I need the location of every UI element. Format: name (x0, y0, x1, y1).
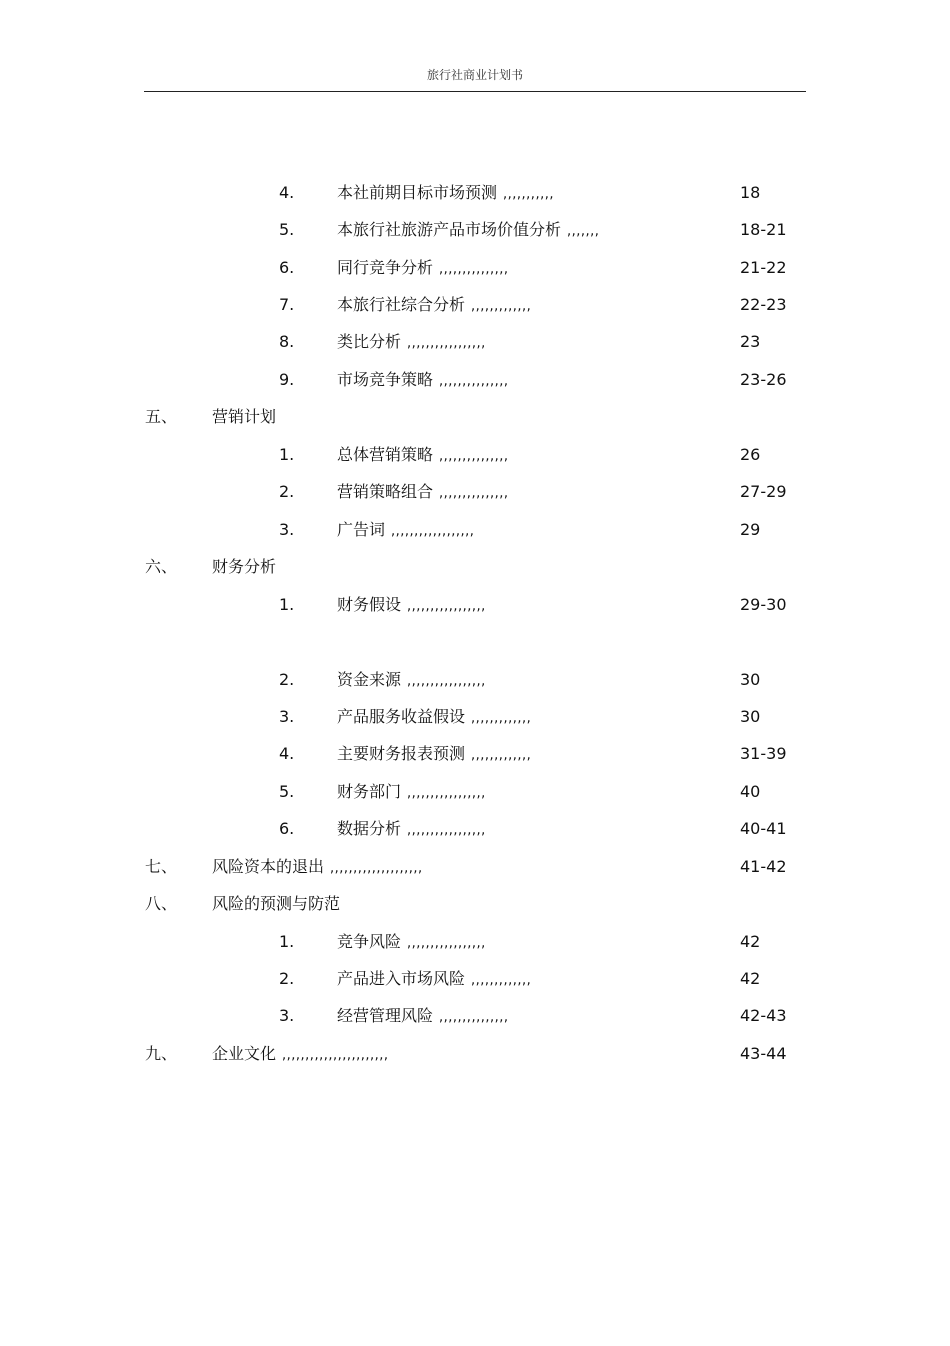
toc-title-text: 经营管理风险 (337, 1006, 434, 1025)
toc-leader: ,,,,,,,,,,,,,,,,,, (391, 524, 475, 539)
page-header-title: 旅行社商业计划书 (426, 68, 523, 82)
toc-leader: ,,,,,,,,,,,,, (471, 748, 532, 763)
toc-page-number: 30 (740, 670, 761, 689)
toc-title-text: 财务部门 (337, 782, 402, 801)
toc-number: 2. (279, 969, 295, 988)
toc-number: 3. (279, 1006, 295, 1025)
toc-title-text: 本旅行社综合分析 (337, 295, 466, 314)
toc-section-row (0, 1042, 950, 1066)
toc-title (212, 1042, 389, 1068)
toc-title (337, 293, 531, 319)
toc-page-number: 27-29 (740, 482, 787, 501)
toc-number: 5. (279, 782, 295, 801)
toc-title (337, 668, 486, 694)
toc-leader: ,,,,,,,,,,,,,,, (439, 486, 509, 501)
toc-entry-row (0, 480, 950, 504)
toc-page-number: 23-26 (740, 370, 787, 389)
toc-entry-row (0, 705, 950, 729)
toc-title (337, 780, 486, 806)
toc-page-number: 30 (740, 707, 761, 726)
toc-title-text: 风险资本的退出 (212, 857, 325, 876)
toc-title (337, 330, 486, 356)
toc-leader: ,,,,,,,,,,,,,,, (439, 1010, 509, 1025)
toc-leader: ,,,,,,, (567, 224, 600, 239)
toc-number: 9. (279, 370, 295, 389)
toc-section-row (0, 555, 950, 579)
toc-page-number: 21-22 (740, 258, 787, 277)
toc-title-text: 企业文化 (212, 1044, 277, 1063)
toc-entry-row (0, 443, 950, 467)
toc-page-number: 42-43 (740, 1006, 787, 1025)
toc-title (212, 855, 423, 881)
toc-title-text: 资金来源 (337, 670, 402, 689)
toc-number: 6. (279, 258, 295, 277)
toc-number: 2. (279, 482, 295, 501)
toc-page-number: 22-23 (740, 295, 787, 314)
toc-number: 4. (279, 183, 295, 202)
toc-entry-row (0, 668, 950, 692)
toc-leader: ,,,,,,,,,,,,, (471, 299, 532, 314)
toc-title-text: 财务假设 (337, 595, 402, 614)
toc-page-number: 29-30 (740, 595, 787, 614)
toc-title (337, 181, 554, 207)
toc-leader: ,,,,,,,,,,,,, (471, 973, 532, 988)
toc-number: 6. (279, 819, 295, 838)
toc-page-number: 42 (740, 969, 761, 988)
toc-number: 九、 (145, 1044, 178, 1063)
toc-title-text: 本社前期目标市场预测 (337, 183, 498, 202)
toc-title-text: 本旅行社旅游产品市场价值分析 (337, 220, 562, 239)
toc-leader: ,,,,,,,,,,,,,,,,, (407, 786, 486, 801)
toc-page-number: 26 (740, 445, 761, 464)
toc-title-text: 产品进入市场风险 (337, 969, 466, 988)
toc-page-number: 23 (740, 332, 761, 351)
toc-title (337, 518, 474, 544)
toc-title (337, 967, 531, 993)
toc-number: 1. (279, 445, 295, 464)
toc-leader: ,,,,,,,,,,,,,,,,,,,, (330, 861, 423, 876)
toc-title (337, 1004, 509, 1030)
toc-number: 1. (279, 595, 295, 614)
toc-page-number: 40-41 (740, 819, 787, 838)
toc-page-number: 18 (740, 183, 761, 202)
toc-title-text: 主要财务报表预测 (337, 744, 466, 763)
toc-title-text: 营销策略组合 (337, 482, 434, 501)
toc-title-text: 营销计划 (212, 407, 277, 426)
toc-title (337, 817, 486, 843)
toc-leader: ,,,,,,,,,,,,,,,,, (407, 823, 486, 838)
toc-page-number: 42 (740, 932, 761, 951)
toc-page-number: 40 (740, 782, 761, 801)
toc-entry-row (0, 593, 950, 617)
toc-leader: ,,,,,,,,,,,,,,,,, (407, 336, 486, 351)
toc-title (212, 892, 340, 916)
toc-leader: ,,,,,,,,,,,,,,,,, (407, 599, 486, 614)
toc-title-text: 同行竞争分析 (337, 258, 434, 277)
toc-leader: ,,,,,,,,,,,,,,, (439, 449, 509, 464)
toc-title (337, 480, 509, 506)
toc-number: 六、 (145, 557, 178, 576)
toc-page-number: 43-44 (740, 1044, 787, 1063)
toc-entry-row (0, 256, 950, 280)
toc-title (337, 218, 599, 244)
toc-title-text: 竞争风险 (337, 932, 402, 951)
toc-entry-row (0, 780, 950, 804)
toc-title-text: 类比分析 (337, 332, 402, 351)
toc-leader: ,,,,,,,,,,,,,,,,, (407, 936, 486, 951)
toc-number: 五、 (145, 407, 178, 426)
toc-leader: ,,,,,,,,,,,,,,,,, (407, 674, 486, 689)
toc-entry-row (0, 742, 950, 766)
toc-number: 3. (279, 707, 295, 726)
toc-number: 5. (279, 220, 295, 239)
toc-leader: ,,,,,,,,,,,,,,,,,,,,,,, (282, 1048, 389, 1063)
toc-title-text: 产品服务收益假设 (337, 707, 466, 726)
toc-leader: ,,,,,,,,,,,,,,, (439, 374, 509, 389)
toc-title-text: 总体营销策略 (337, 445, 434, 464)
toc-entry-row (0, 967, 950, 991)
toc-title (337, 443, 509, 469)
toc-page-number: 41-42 (740, 857, 787, 876)
toc-title (337, 930, 486, 956)
toc-entry-row (0, 293, 950, 317)
toc-title (337, 742, 531, 768)
toc-title (212, 555, 276, 579)
toc-number: 2. (279, 670, 295, 689)
toc-title-text: 财务分析 (212, 557, 277, 576)
toc-entry-row (0, 817, 950, 841)
toc-title (337, 705, 531, 731)
toc-section-row (0, 892, 950, 916)
toc-entry-row (0, 1004, 950, 1028)
toc-leader: ,,,,,,,,,,, (503, 187, 554, 202)
toc-leader: ,,,,,,,,,,,,, (471, 711, 532, 726)
toc-entry-row (0, 368, 950, 392)
toc-title (212, 405, 276, 429)
toc-title-text: 市场竞争策略 (337, 370, 434, 389)
toc-title-text: 广告词 (337, 520, 386, 539)
toc-entry-row (0, 930, 950, 954)
toc-title-text: 风险的预测与防范 (212, 894, 341, 913)
toc-section-row (0, 405, 950, 429)
toc-title-text: 数据分析 (337, 819, 402, 838)
toc-number: 8. (279, 332, 295, 351)
toc-entry-row (0, 518, 950, 542)
toc-section-row (0, 855, 950, 879)
toc-entry-row (0, 218, 950, 242)
toc-entry-row (0, 330, 950, 354)
toc-page-number: 18-21 (740, 220, 787, 239)
toc-number: 八、 (145, 894, 178, 913)
toc-number: 1. (279, 932, 295, 951)
toc-title (337, 593, 486, 619)
toc-number: 3. (279, 520, 295, 539)
toc-page-number: 31-39 (740, 744, 787, 763)
toc-entry-row (0, 181, 950, 205)
toc-leader: ,,,,,,,,,,,,,,, (439, 262, 509, 277)
toc-title (337, 368, 509, 394)
toc-number: 7. (279, 295, 295, 314)
toc-number: 七、 (145, 857, 178, 876)
toc-number: 4. (279, 744, 295, 763)
toc-page-number: 29 (740, 520, 761, 539)
toc-title (337, 256, 509, 282)
